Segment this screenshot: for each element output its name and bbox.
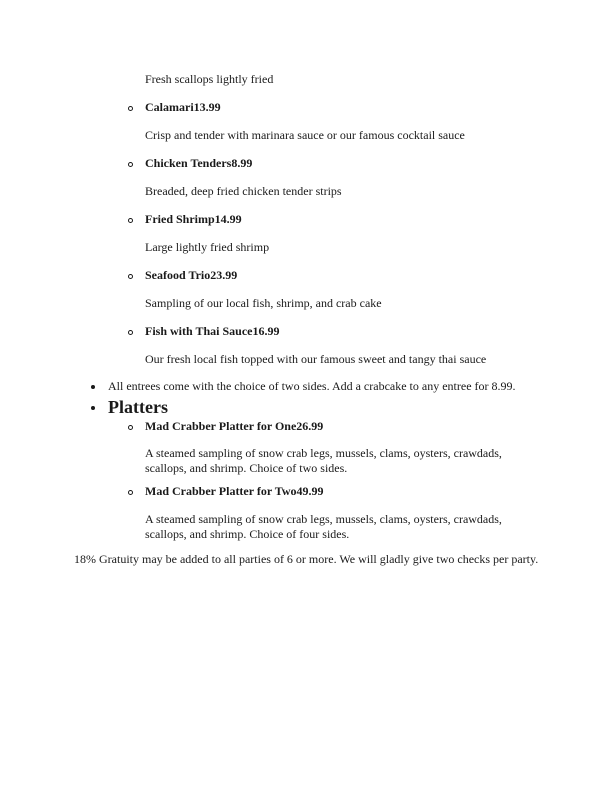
sub-bullet-icon (128, 274, 133, 279)
menu-item-chicken-tenders: Chicken Tenders8.99 (145, 156, 253, 170)
scallops-description: Fresh scallops lightly fried (145, 72, 274, 86)
menu-item-seafood-trio: Seafood Trio23.99 (145, 268, 238, 282)
sub-bullet-icon (128, 218, 133, 223)
platter-for-two-description: A steamed sampling of snow crab legs, mussels, clams, oysters, crawdads, scallops, and shrimp. Choice of four sides. (145, 512, 502, 541)
menu-item-fried-shrimp: Fried Shrimp14.99 (145, 212, 242, 226)
menu-item-calamari-description: Crisp and tender with marinara sauce or our famous cocktail sauce (145, 128, 465, 142)
menu-item-chicken-tenders-description: Breaded, deep fried chicken tender strips (145, 184, 342, 198)
entrees-note: All entrees come with the choice of two sides. Add a crabcake to any entree for 8.99. (108, 379, 516, 393)
sub-bullet-icon (128, 330, 133, 335)
platter-for-two: Mad Crabber Platter for Two49.99 (145, 484, 324, 498)
menu-item-fish-thai-sauce-description: Our fresh local fish topped with our famous sweet and tangy thai sauce (145, 352, 487, 366)
sub-bullet-icon (128, 425, 133, 430)
menu-item-fried-shrimp-description: Large lightly fried shrimp (145, 240, 270, 254)
bullet-icon (91, 406, 95, 410)
sub-bullet-icon (128, 490, 133, 495)
menu-item-seafood-trio-description: Sampling of our local fish, shrimp, and crab cake (145, 296, 382, 310)
menu-item-calamari: Calamari13.99 (145, 100, 221, 114)
gratuity-note: 18% Gratuity may be added to all parties of 6 or more. We will gladly give two checks per party. (74, 552, 539, 566)
sub-bullet-icon (128, 106, 133, 111)
platter-for-one: Mad Crabber Platter for One26.99 (145, 419, 324, 433)
platters-heading: Platters (108, 397, 168, 417)
menu-item-fish-thai-sauce: Fish with Thai Sauce16.99 (145, 324, 280, 338)
sub-bullet-icon (128, 162, 133, 167)
platter-for-one-description: A steamed sampling of snow crab legs, mussels, clams, oysters, crawdads, scallops, and shrimp. Choice of two sides. (145, 446, 502, 475)
bullet-icon (91, 385, 95, 389)
